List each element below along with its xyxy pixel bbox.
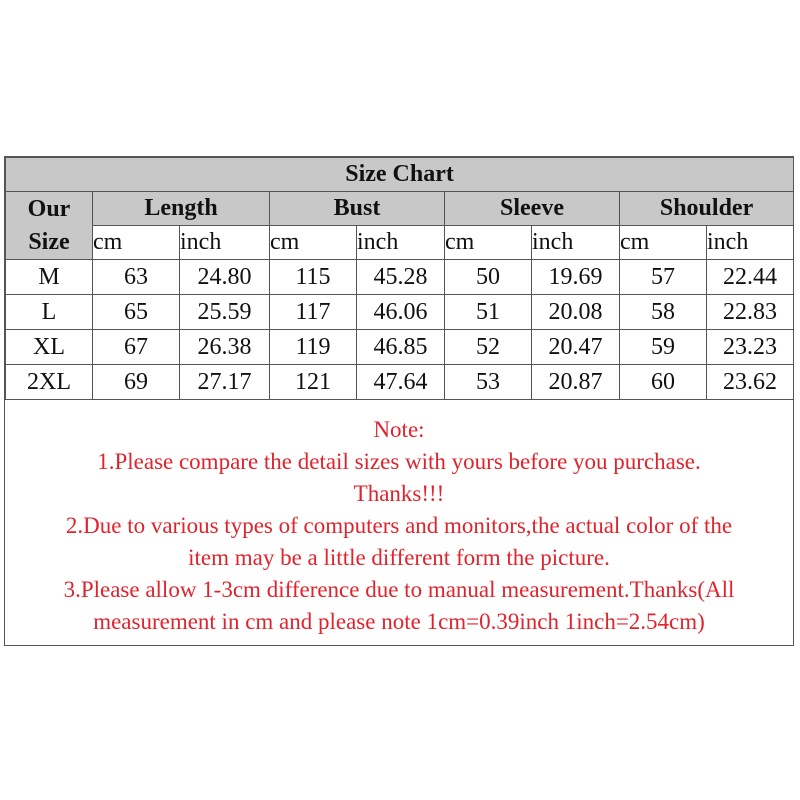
table-cell: 63 (93, 260, 180, 295)
size-cell: XL (6, 330, 93, 365)
size-cell: 2XL (6, 365, 93, 400)
size-table (5, 157, 794, 400)
table-cell: 119 (270, 330, 357, 365)
table-cell: 25.59 (180, 295, 270, 330)
table-cell: 22.83 (707, 295, 794, 330)
table-cell: 27.17 (180, 365, 270, 400)
table-cell: 67 (93, 330, 180, 365)
table-cell: 59 (620, 330, 707, 365)
table-cell: 53 (445, 365, 532, 400)
unit-cm-sleeve: cm (445, 226, 532, 260)
table-cell: 19.69 (532, 260, 620, 295)
table-cell: 57 (620, 260, 707, 295)
table-row (6, 330, 794, 365)
group-header-sleeve: Sleeve (445, 192, 620, 226)
table-cell: 69 (93, 365, 180, 400)
group-header-length: Length (93, 192, 270, 226)
size-chart (4, 156, 794, 646)
table-cell: 23.23 (707, 330, 794, 365)
table-cell: 20.87 (532, 365, 620, 400)
group-header-shoulder: Shoulder (620, 192, 794, 226)
table-cell: 20.47 (532, 330, 620, 365)
note-line: measurement in cm and please note 1cm=0.39inch 1inch=2.54cm) (93, 609, 705, 634)
unit-inch-sleeve: inch (532, 226, 620, 260)
table-cell: 52 (445, 330, 532, 365)
table-cell: 58 (620, 295, 707, 330)
table-cell: 22.44 (707, 260, 794, 295)
table-cell: 23.62 (707, 365, 794, 400)
table-cell: 46.06 (357, 295, 445, 330)
table-cell: 20.08 (532, 295, 620, 330)
our-size-header-bottom: Size (28, 228, 70, 255)
size-cell: M (6, 260, 93, 295)
our-size-header-top: Our (27, 195, 71, 222)
note-line: Thanks!!! (353, 481, 445, 506)
unit-inch-length: inch (180, 226, 270, 260)
note-section (5, 400, 793, 638)
table-row (6, 365, 794, 400)
note-line: item may be a little different form the picture. (188, 545, 610, 570)
unit-cm-bust: cm (270, 226, 357, 260)
note-heading: Note: (373, 417, 425, 442)
table-cell: 115 (270, 260, 357, 295)
size-cell: L (6, 295, 93, 330)
table-cell: 26.38 (180, 330, 270, 365)
chart-title: Size Chart (6, 158, 794, 192)
table-row (6, 260, 794, 295)
unit-inch-bust: inch (357, 226, 445, 260)
table-cell: 24.80 (180, 260, 270, 295)
note-line: 3.Please allow 1-3cm difference due to manual measurement.Thanks(All (63, 577, 735, 602)
unit-cm-length: cm (93, 226, 180, 260)
group-header-bust: Bust (270, 192, 445, 226)
unit-cm-shoulder: cm (620, 226, 707, 260)
table-cell: 50 (445, 260, 532, 295)
table-cell: 60 (620, 365, 707, 400)
note-line: 2.Due to various types of computers and monitors,the actual color of the (65, 513, 733, 538)
unit-inch-shoulder: inch (707, 226, 794, 260)
table-cell: 45.28 (357, 260, 445, 295)
our-size-header (6, 192, 93, 260)
table-cell: 117 (270, 295, 357, 330)
table-row (6, 295, 794, 330)
table-cell: 65 (93, 295, 180, 330)
table-cell: 47.64 (357, 365, 445, 400)
note-line: 1.Please compare the detail sizes with yours before you purchase. (97, 449, 701, 474)
table-cell: 121 (270, 365, 357, 400)
table-cell: 51 (445, 295, 532, 330)
table-cell: 46.85 (357, 330, 445, 365)
